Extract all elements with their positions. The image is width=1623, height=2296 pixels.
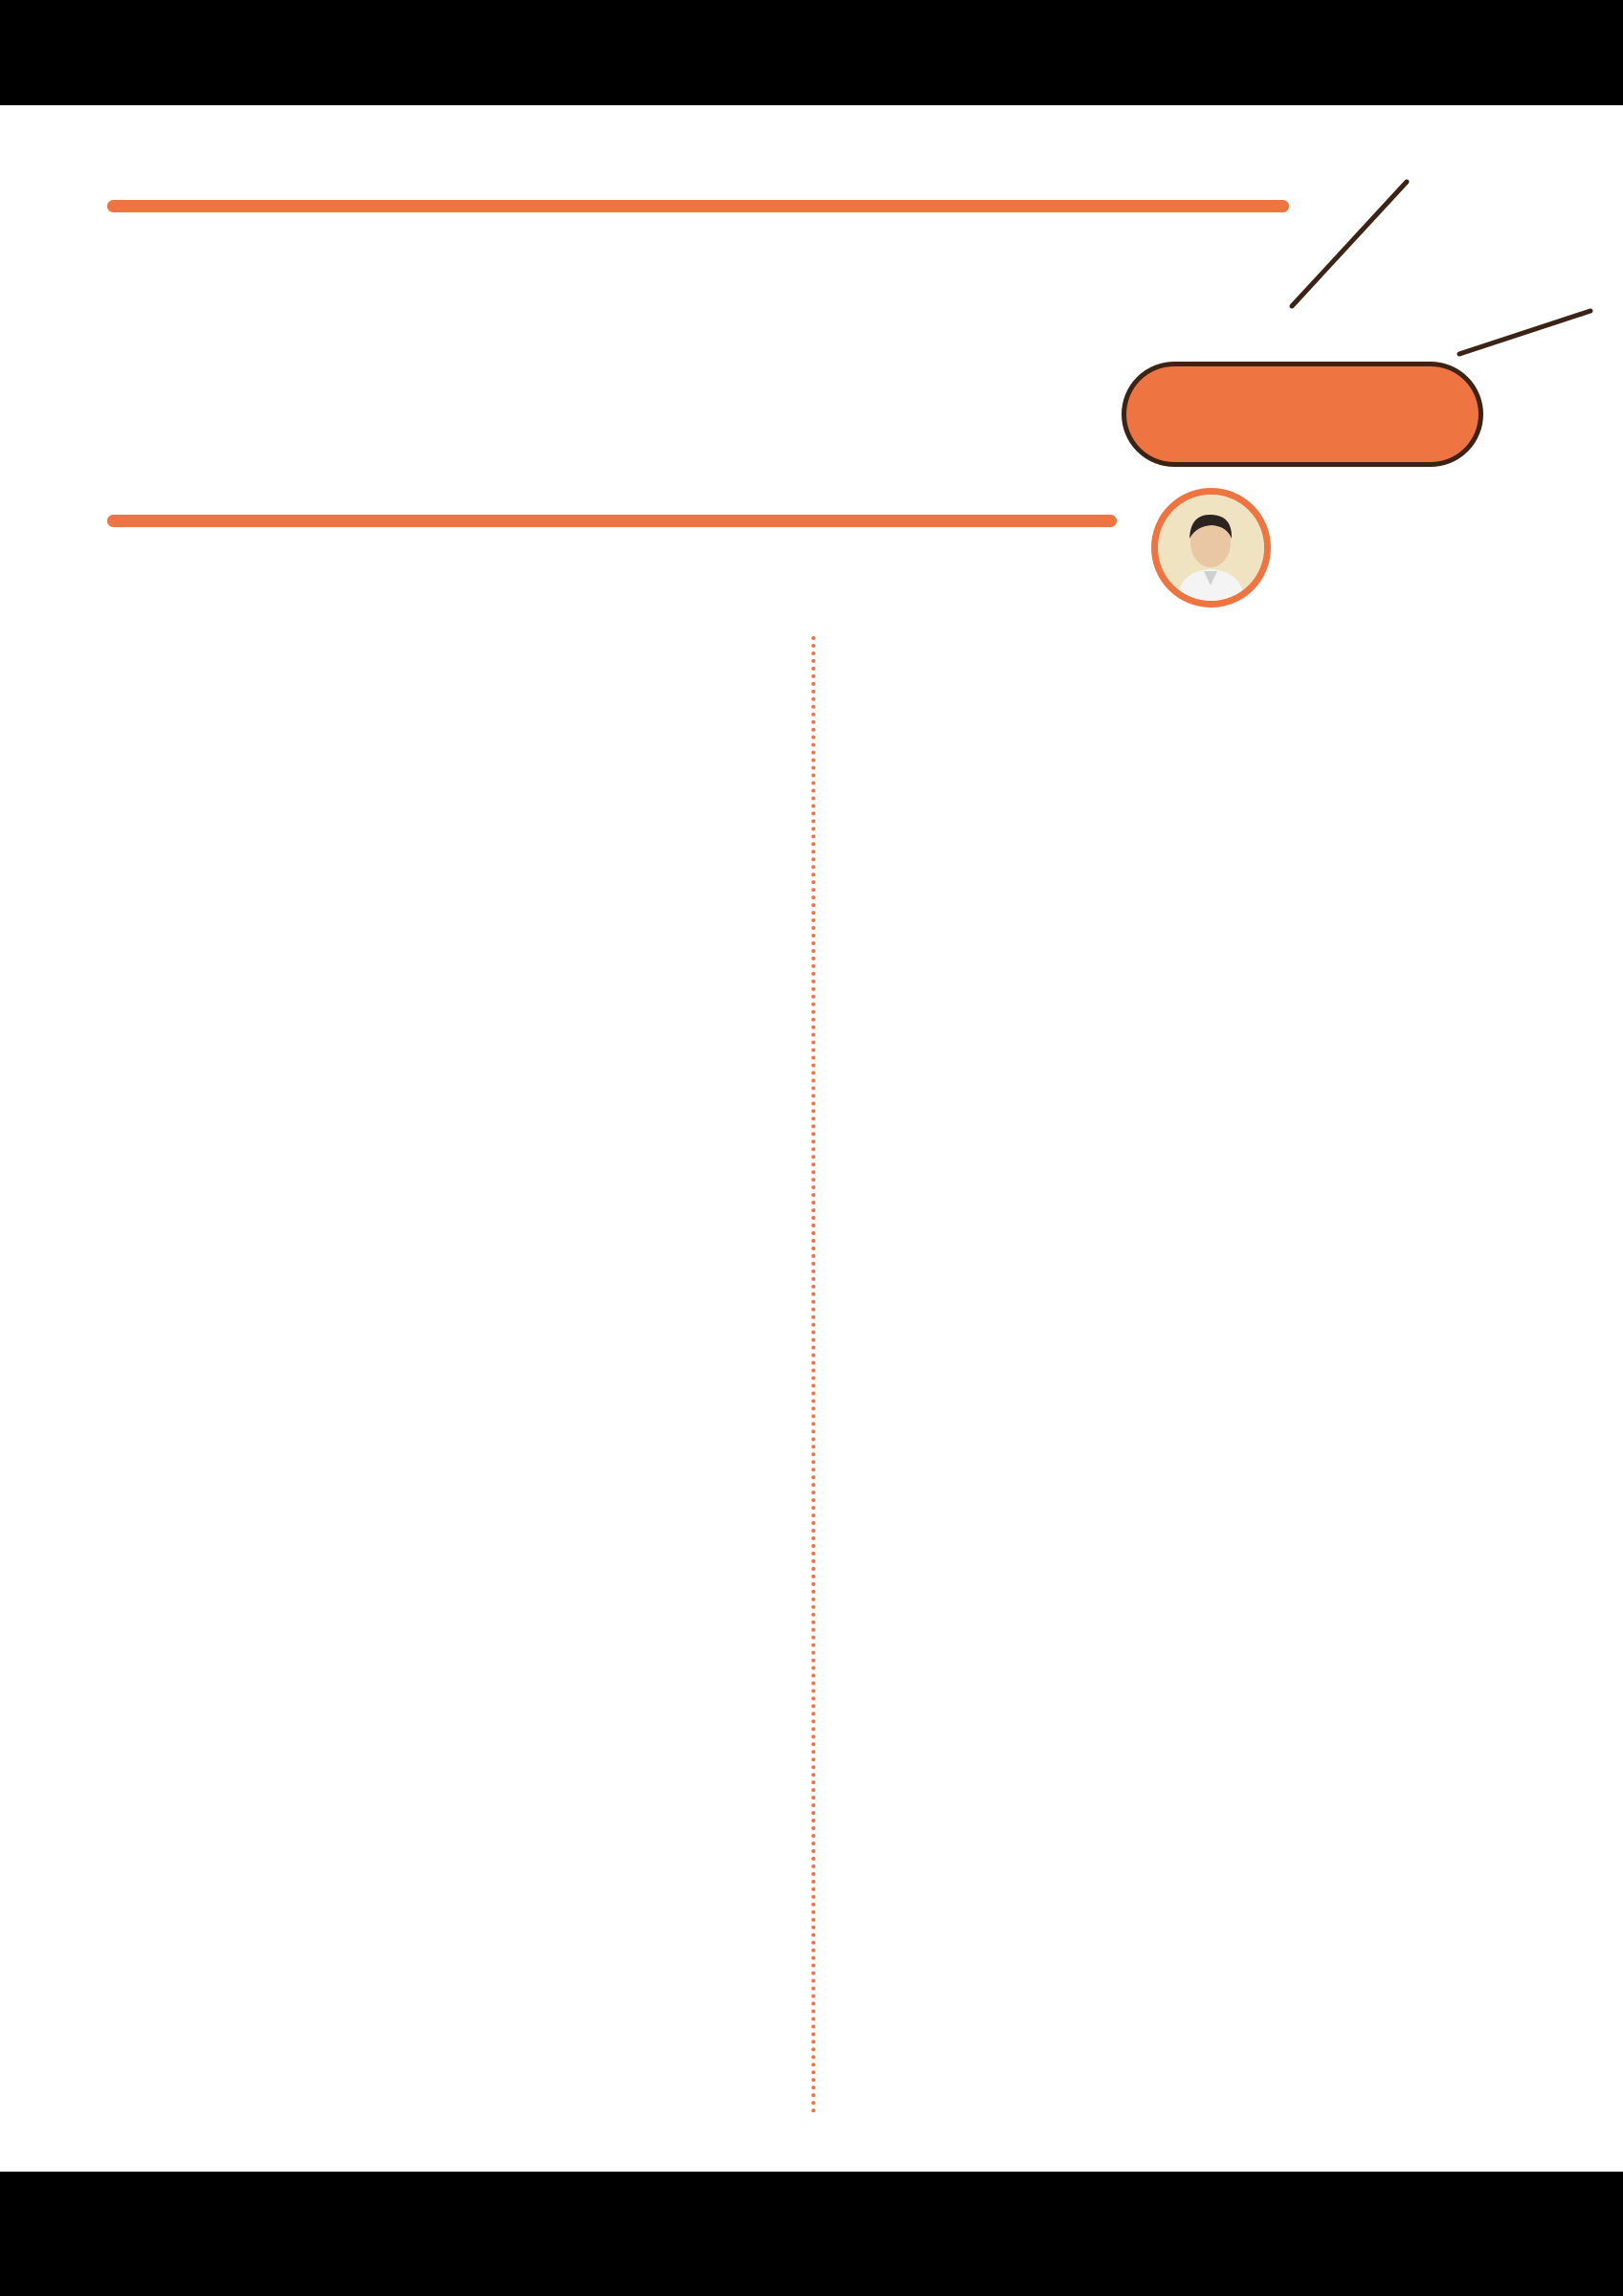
doctor-portrait-icon — [1158, 495, 1264, 601]
title-suffix-badge — [1122, 362, 1483, 467]
part-marker — [1282, 172, 1598, 364]
column-divider — [812, 636, 815, 2114]
qr-code-icon[interactable] — [1388, 1995, 1498, 2105]
header-band — [0, 0, 1623, 163]
chart-incidental-complications — [435, 1454, 694, 1827]
title-top-rule — [107, 200, 1289, 212]
footer-band — [0, 2119, 1623, 2296]
chart-obstetric-complications — [163, 1454, 411, 1827]
author-photo — [1151, 488, 1271, 607]
title-bottom-rule — [107, 515, 1117, 527]
